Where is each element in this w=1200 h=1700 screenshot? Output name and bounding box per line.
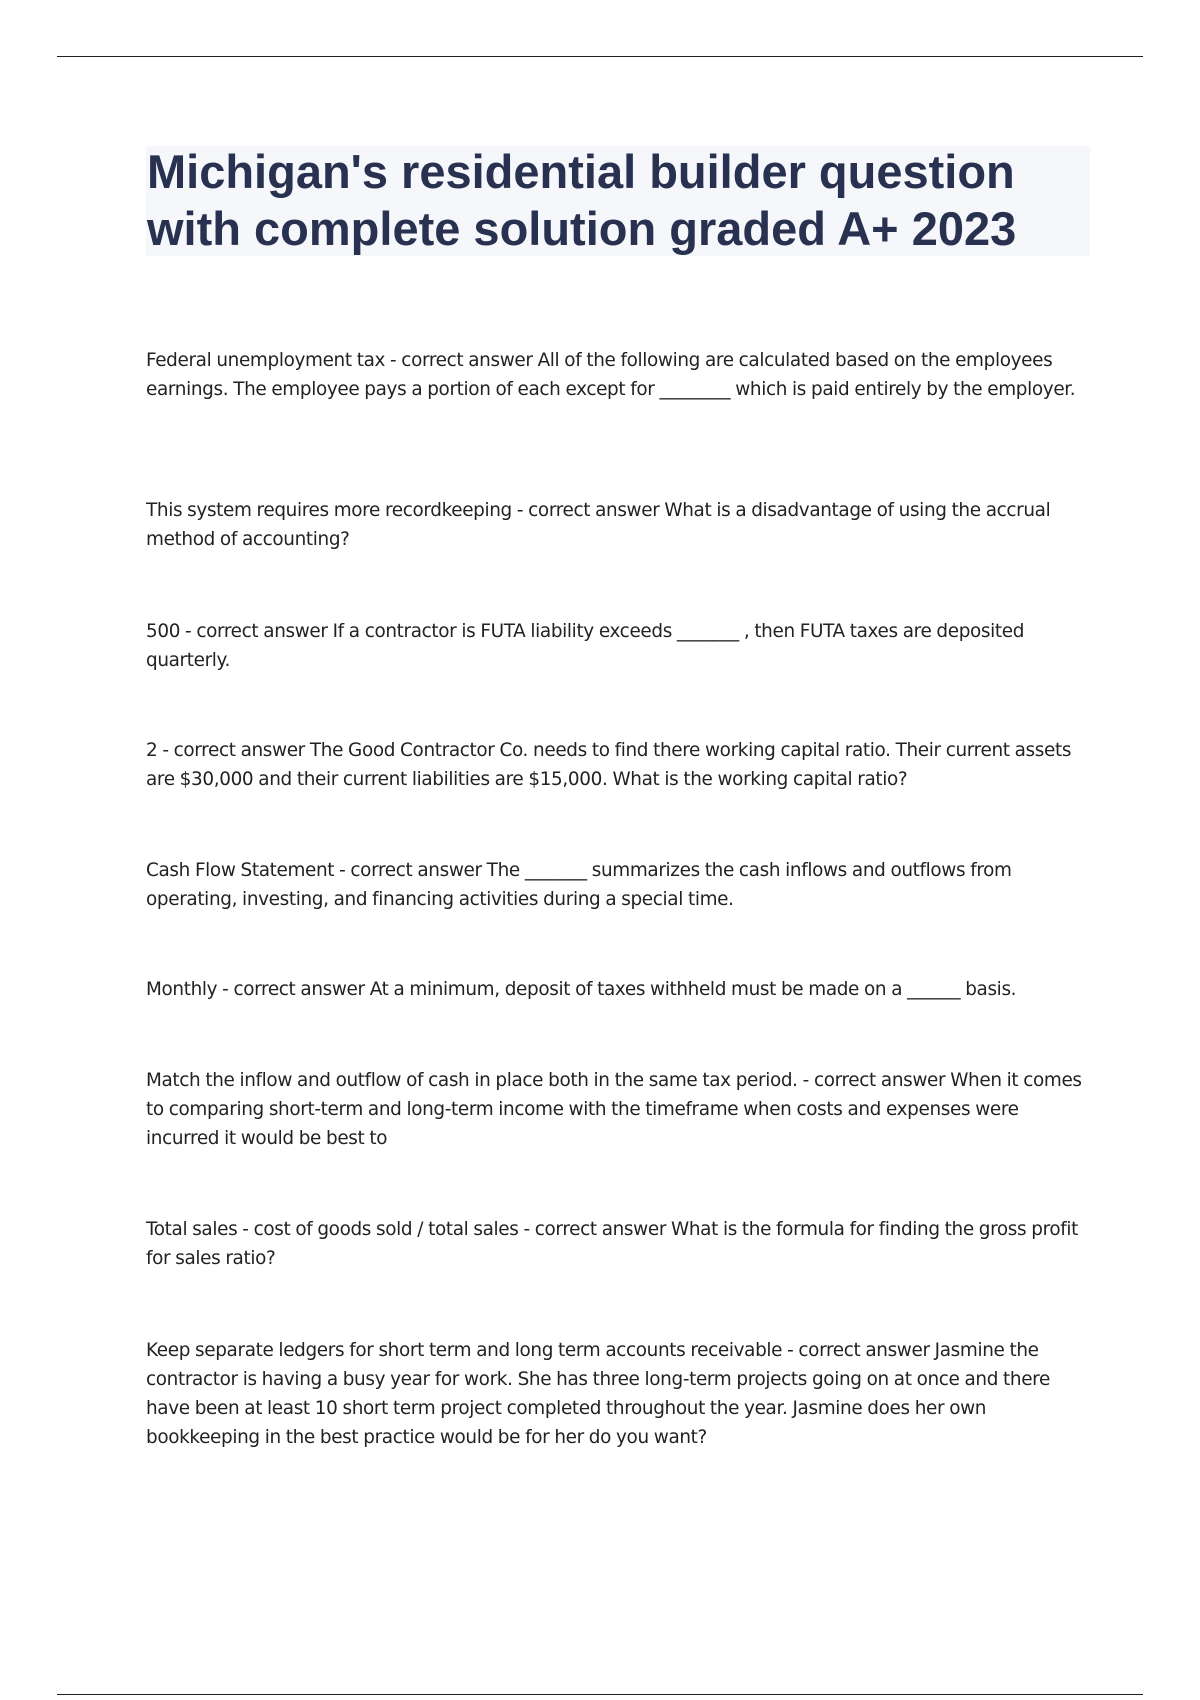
qa-item: Match the inflow and outflow of cash in place both in the same tax period. - correct answer When it comes to comparing short-term and long-term income with the timeframe when costs and expenses were incurred it would be best to (146, 1070, 1082, 1149)
qa-item: This system requires more recordkeeping - correct answer What is a disadvantage of using the accrual method of accounting? (146, 500, 1051, 550)
bottom-rule (57, 1694, 1143, 1695)
qa-item: Total sales - cost of goods sold / total sales - correct answer What is the formula for finding the gross profit for sales ratio? (146, 1219, 1079, 1269)
qa-item: 2 - correct answer The Good Contractor Co. needs to find there working capital ratio. Their current assets are $30,000 and their current liabilities are $15,000. What is the working capital ratio? (146, 740, 1072, 790)
qa-item: Cash Flow Statement - correct answer The _______ summarizes the cash inflows and outflows from operating, investing, and financing activities during a special time. (146, 860, 1012, 910)
qa-item: Federal unemployment tax - correct answer All of the following are calculated based on the employees earnings. The employee pays a portion of each except for ________ which is paid entirely by the employer. (146, 350, 1076, 400)
document-title: Michigan's residential builder question with complete solution graded A+ 2023 (147, 145, 1017, 255)
qa-item: Keep separate ledgers for short term and long term accounts receivable - correct answer Jasmine the contractor is having a busy year for work. She has three long-term projects going on at once and there have been at least 10 short term project completed throughout the year. Jasmine does her own bookkeeping in the best practice would be for her do you want? (146, 1340, 1050, 1448)
qa-item: 500 - correct answer If a contractor is FUTA liability exceeds _______ , then FUTA taxes are deposited quarterly. (146, 621, 1025, 671)
title-block (146, 146, 1090, 256)
top-rule (57, 56, 1143, 57)
qa-item: Monthly - correct answer At a minimum, deposit of taxes withheld must be made on a ______ basis. (146, 979, 1017, 1000)
